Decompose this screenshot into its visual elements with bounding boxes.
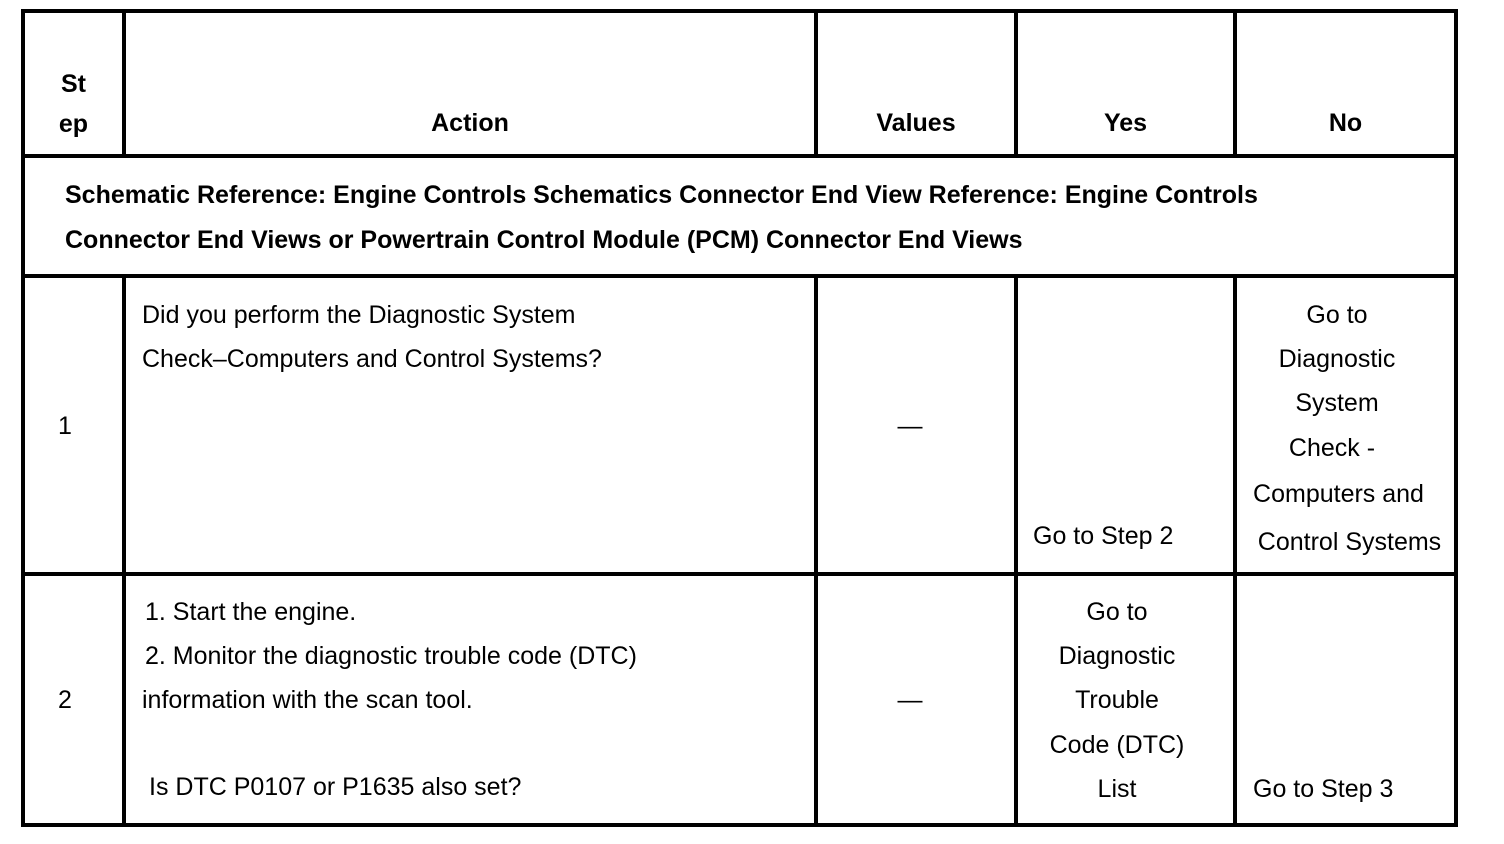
header-divider — [21, 154, 1458, 158]
no-line: System — [1295, 389, 1379, 417]
step-number: 2 — [58, 686, 72, 714]
no-line: Diagnostic — [1278, 345, 1396, 373]
column-divider — [814, 274, 818, 827]
yes-line: Go to — [1086, 598, 1148, 626]
header-yes: Yes — [1103, 109, 1148, 137]
reference-divider — [21, 274, 1458, 278]
column-divider — [122, 274, 126, 827]
reference-line-2: Connector End Views or Powertrain Control Module (PCM) Connector End Views — [65, 226, 1023, 254]
reference-line-1: Schematic Reference: Engine Controls Schematics Connector End View Reference: Engine Controls — [65, 181, 1258, 209]
yes-line: Code (DTC) — [1049, 731, 1185, 759]
yes-line: Diagnostic — [1058, 642, 1176, 670]
header-step-line1: St — [61, 70, 86, 98]
header-no: No — [1328, 109, 1363, 137]
no-line: Go to — [1306, 301, 1368, 329]
action-line: information with the scan tool. — [142, 686, 473, 714]
step-number: 1 — [58, 412, 72, 440]
yes-line: Trouble — [1075, 686, 1159, 714]
action-line: Check–Computers and Control Systems? — [142, 345, 602, 373]
values-cell: — — [897, 412, 923, 440]
no-line: Control Systems — [1257, 528, 1442, 556]
action-line: Did you perform the Diagnostic System — [142, 301, 576, 329]
no-line: Computers and — [1253, 480, 1424, 508]
row-divider — [21, 572, 1458, 576]
action-line: 1. Start the engine. — [145, 598, 357, 626]
no-line: Check - — [1288, 434, 1376, 462]
header-step — [25, 64, 122, 144]
yes-cell: Go to Step 2 — [1033, 522, 1174, 550]
yes-line: List — [1097, 775, 1137, 803]
values-cell: — — [897, 686, 923, 714]
header-values: Values — [876, 109, 956, 137]
action-line: Is DTC P0107 or P1635 also set? — [149, 773, 522, 801]
header-step-line2: ep — [58, 110, 89, 138]
action-line: 2. Monitor the diagnostic trouble code (DTC) — [145, 642, 637, 670]
header-action: Action — [431, 109, 509, 137]
no-cell: Go to Step 3 — [1253, 775, 1394, 803]
